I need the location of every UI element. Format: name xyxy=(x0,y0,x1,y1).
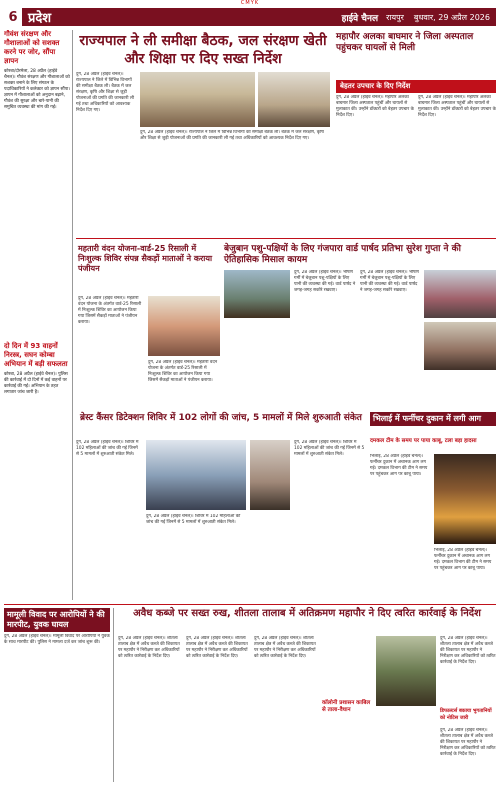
page-header xyxy=(4,8,496,26)
vandan-body-2: दुर्ग, 28 अप्रैल (हाईवे चैनल)। महतारी वंदन योजना के अंतर्गत वार्ड-25 रिसाली में निःशुल्क शिविर का आयोजन किया गया जिसमें सैकड़ों माताओं ने पंजीयन कराया। xyxy=(148,360,218,383)
bottom-headline: अवैध कब्जे पर सख्त रुख, शीतला तालाब में अतिक्रमण महापौर ने दिए त्वरित कार्रवाई के निर्देश xyxy=(133,608,481,619)
left-story xyxy=(4,30,70,420)
city-name: रायपुर xyxy=(386,12,404,22)
meeting-photo-2 xyxy=(258,72,330,127)
cancer-body-3: दुर्ग, 28 अप्रैल (हाईवे चैनल)। शिविर में 102 महिलाओं की जांच की गई जिनमें से 5 मामलों में शुरुआती संकेत मिले। xyxy=(294,440,365,457)
right-story-body: दुर्ग, 28 अप्रैल (हाईवे चैनल)। महापौर अलका बाघमार जिला अस्पताल पहुंचीं और घायलों से मुलाकात की। उन्होंने डॉक्टरों को बेहतर उपचार के निर्देश दिए। xyxy=(336,95,414,118)
fire-body-2: भिलाई, 28 अप्रैल (हाईवे चैनल)। फर्नीचर दुकान में अचानक आग लग गई। दमकल विभाग की टीम ने समय पर पहुंचकर आग पर काबू पाया। xyxy=(434,548,492,571)
fire-subhead: दमकल टीम के समय पर पाया काबू, टला बड़ा हादसा xyxy=(370,438,477,444)
bottom-body-3: दुर्ग, 28 अप्रैल (हाईवे चैनल)। शीतला तालाब क्षेत्र में अवैध कब्जे की शिकायत पर महापौर ने निरीक्षण कर अधिकारियों को त्वरित कार्रवाई के निर्देश दिए। xyxy=(254,636,316,659)
cancer-photo-2 xyxy=(250,440,290,510)
cmyk-mark: CMYK xyxy=(240,0,260,6)
fire-headline: भिलाई में फर्नीचर दुकान में लगी आग xyxy=(370,412,496,426)
cancer-headline: ब्रेस्ट कैंसर डिटेक्शन शिविर में 102 लोगों की जांच, 5 मामलों में मिले शुरुआती संकेत xyxy=(80,413,362,423)
meeting-photo xyxy=(140,72,255,127)
pashu-photo-1 xyxy=(224,270,290,318)
bottom-body: दुर्ग, 28 अप्रैल (हाईवे चैनल)। शीतला तालाब क्षेत्र में अवैध कब्जे की शिकायत पर महापौर ने निरीक्षण कर अधिकारियों को त्वरित कार्रवाई के निर्देश दिए। xyxy=(118,636,180,659)
right-story-body-2: दुर्ग, 28 अप्रैल (हाईवे चैनल)। महापौर अलका बाघमार जिला अस्पताल पहुंचीं और घायलों से मुलाकात की। उन्होंने डॉक्टरों को बेहतर उपचार के निर्देश दिए। xyxy=(418,95,496,118)
fire-photo xyxy=(434,454,496,544)
fire-body: भिलाई, 28 अप्रैल (हाईवे चैनल)। फर्नीचर दुकान में अचानक आग लग गई। दमकल विभाग की टीम ने समय पर पहुंचकर आग पर काबू पाया। xyxy=(370,454,428,477)
bottom-left-headline: मामूली विवाद पर आरोपियों ने की मारपीट, युवक घायल xyxy=(4,608,110,632)
cancer-photo xyxy=(146,440,246,510)
pashu-body: दुर्ग, 28 अप्रैल (हाईवे चैनल)। भीषण गर्मी में बेजुबान पशु-पक्षियों के लिए पानी की व्यवस्था की गई। वार्ड पार्षद ने जगह-जगह सकोरे रखवाए। xyxy=(294,270,356,293)
bottom-body-2: दुर्ग, 28 अप्रैल (हाईवे चैनल)। शीतला तालाब क्षेत्र में अवैध कब्जे की शिकायत पर महापौर ने निरीक्षण कर अधिकारियों को त्वरित कार्रवाई के निर्देश दिए। xyxy=(186,636,248,659)
pashu-photo-2 xyxy=(424,270,496,318)
bottom-side-head: कॉलोनी प्रशासन काबिल से ताला-वैधान xyxy=(322,700,371,713)
page-number: 6 xyxy=(4,8,22,26)
pashu-body-2: दुर्ग, 28 अप्रैल (हाईवे चैनल)। भीषण गर्मी में बेजुबान पशु-पक्षियों के लिए पानी की व्यवस्था की गई। वार्ड पार्षद ने जगह-जगह सकोरे रखवाए। xyxy=(360,270,419,293)
section-title: प्रदेश xyxy=(28,11,52,26)
main-story-body-2: दुर्ग, 28 अप्रैल (हाईवे चैनल)। राज्यपाल ने जिले में विभिन्न विभागों की समीक्षा बैठक ली। बैठक में जल संरक्षण, कृषि और शिक्षा से जुड़ी योजनाओं की प्रगति की जानकारी ली गई तथा अधिकारियों को आवश्यक निर्देश दिए गए। xyxy=(140,130,324,141)
pashu-photo-3 xyxy=(424,322,496,370)
brand-name: हाईवे चैनल xyxy=(341,13,379,24)
right-subhead: बेहतर उपचार के दिए निर्देश xyxy=(336,80,496,93)
left-story-body: कोरबा/दोरमेला, 28 अप्रैल (हाईवे चैनल)। गौवंश संरक्षण और गौशालाओं को सशक्त बनाने के लिए संगठन के पदाधिकारियों ने कलेक्टर को ज्ञापन सौंपा। ज्ञापन में गौशालाओं को अनुदान बढ़ाने, गौवंश की सुरक्षा और चारे-पानी की समुचित व्यवस्था की मांग की गई। xyxy=(4,69,70,110)
bottom-body-5: दुर्ग, 28 अप्रैल (हाईवे चैनल)। शीतला तालाब क्षेत्र में अवैध कब्जे की शिकायत पर महापौर ने निरीक्षण कर अधिकारियों को त्वरित कार्रवाई के निर्देश दिए। xyxy=(440,728,496,757)
bottom-left-body: दुर्ग, 28 अप्रैल (हाईवे चैनल)। मामूली विवाद पर आरोपियों ने युवक के साथ मारपीट की। पुलिस ने मामला दर्ज कर जांच शुरू की। xyxy=(4,634,110,645)
bottom-right-head: डिफाल्टर्स बकाया भुगतानियों को नोटिस जारी xyxy=(440,708,492,721)
vandan-body: दुर्ग, 28 अप्रैल (हाईवे चैनल)। महतारी वंदन योजना के अंतर्गत वार्ड-25 रिसाली में निःशुल्क शिविर का आयोजन किया गया जिसमें सैकड़ों माताओं ने पंजीयन कराया। xyxy=(78,296,142,325)
pashu-headline: बेजुबान पशु-पक्षियों के लिए गंजपारा वार्ड पार्षद प्रतिभा सुरेश गुप्ता ने की ऐतिहासिक मिसाल कायम xyxy=(224,244,461,265)
vandan-headline: महतारी वंदन योजना-वार्ड-25 रिसाली में निःशुल्क शिविर संपन्न सैकड़ों माताओं ने कराया पंजीयन xyxy=(78,244,213,273)
main-headline: राज्यपाल ने ली समीक्षा बैठक, जल संरक्षण खेती और शिक्षा पर दिए सख्त निर्देश xyxy=(79,33,327,67)
bottom-photo xyxy=(376,636,436,706)
vandan-photo xyxy=(148,296,220,356)
bottom-body-4: दुर्ग, 28 अप्रैल (हाईवे चैनल)। शीतला तालाब क्षेत्र में अवैध कब्जे की शिकायत पर महापौर ने निरीक्षण कर अधिकारियों को त्वरित कार्रवाई के निर्देश दिए। xyxy=(440,636,496,665)
left-story2-body: कोरबा, 28 अप्रैल (हाईवे चैनल)। पुलिस की कार्रवाई में दो दिनों में कई वाहनों पर कार्रवाई की गई। अभियान के तहत लगातार जांच जारी है। xyxy=(4,372,68,395)
issue-date: बुधवार, 29 अप्रैल 2026 xyxy=(413,12,490,22)
cancer-body-2: दुर्ग, 28 अप्रैल (हाईवे चैनल)। शिविर में 102 महिलाओं की जांच की गई जिनमें से 5 मामलों में शुरुआती संकेत मिले। xyxy=(146,514,241,525)
main-story-body: दुर्ग, 28 अप्रैल (हाईवे चैनल)। राज्यपाल ने जिले में विभिन्न विभागों की समीक्षा बैठक ली। बैठक में जल संरक्षण, कृषि और शिक्षा से जुड़ी योजनाओं की प्रगति की जानकारी ली गई तथा अधिकारियों को आवश्यक निर्देश दिए गए। xyxy=(76,72,134,113)
left-story-headline: गौवंश संरक्षण और गौशालाओं को सशक्त करने पर जोर, सौंपा ज्ञापन xyxy=(4,30,60,65)
cancer-body: दुर्ग, 28 अप्रैल (हाईवे चैनल)। शिविर में 102 महिलाओं की जांच की गई जिनमें से 5 मामलों में शुरुआती संकेत मिले। xyxy=(76,440,139,457)
left-story2-headline: दो दिन में 93 वाहनों निरस्त्र, सघन कोम्बा अभियान में बड़ी सफलता xyxy=(4,342,68,368)
right-headline: महापौर अलका बाघमार ने जिला अस्पताल पहुंचकर घायलों से मिली xyxy=(336,32,474,53)
